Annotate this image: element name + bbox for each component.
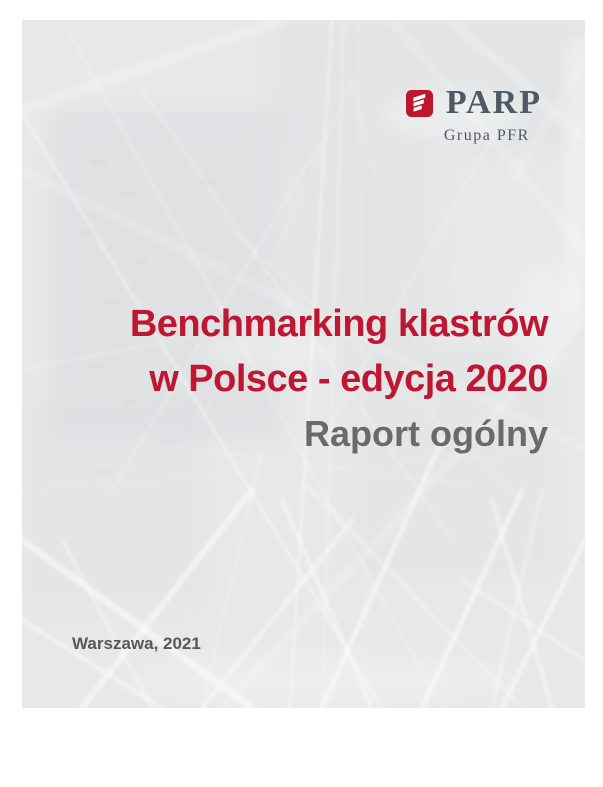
report-title-line2: w Polsce - edycja 2020 [149, 358, 548, 400]
title-block [62, 297, 548, 461]
parp-logo-row [406, 86, 542, 120]
parp-logo [406, 86, 542, 145]
cover-image-area [22, 20, 585, 708]
parp-logo-tagline: Grupa PFR [443, 127, 530, 144]
parp-logo-icon [406, 90, 433, 117]
report-subtitle: Raport ogólny [304, 413, 548, 454]
parp-logo-brand-text: PARP [445, 84, 542, 121]
place-date-text: Warszawa, 2021 [72, 634, 201, 653]
report-title-line1: Benchmarking klastrów [129, 303, 548, 345]
